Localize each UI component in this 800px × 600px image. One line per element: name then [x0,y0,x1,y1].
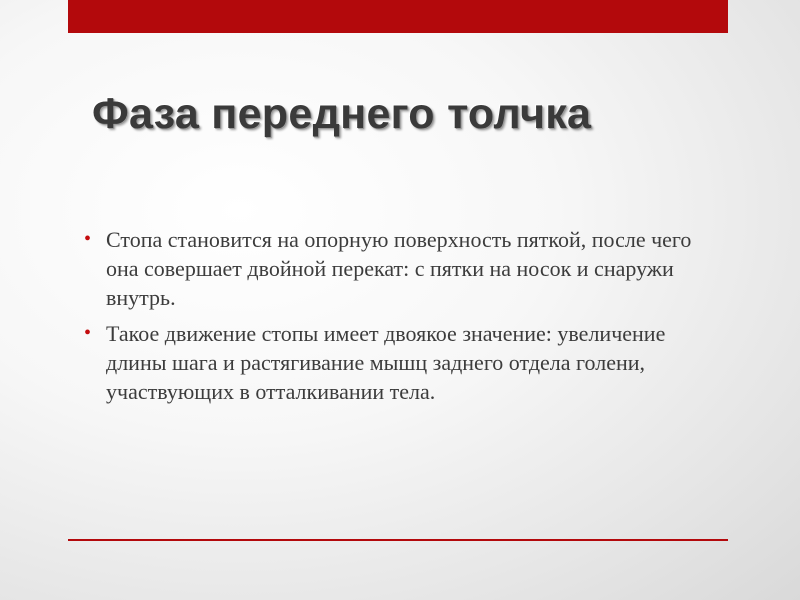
top-accent-bar [68,0,728,33]
bottom-divider-line [68,539,728,541]
bullet-list [82,225,722,413]
bullet-item [82,319,722,406]
bullet-text: Такое движение стопы имеет двоякое значение: увеличение длины шага и растягивание мышц заднего отдела голени, участвующих в отталкивании тела. [106,321,666,404]
bullet-dot-icon: • [84,322,92,344]
bullet-text: Стопа становится на опорную поверхность пяткой, после чего она совершает двойной перекат: с пятки на носок и снаружи внутрь. [106,227,692,310]
bullet-item [82,225,722,312]
bullet-dot-icon: • [84,228,92,250]
slide-title: Фаза переднего толчка [92,90,592,138]
